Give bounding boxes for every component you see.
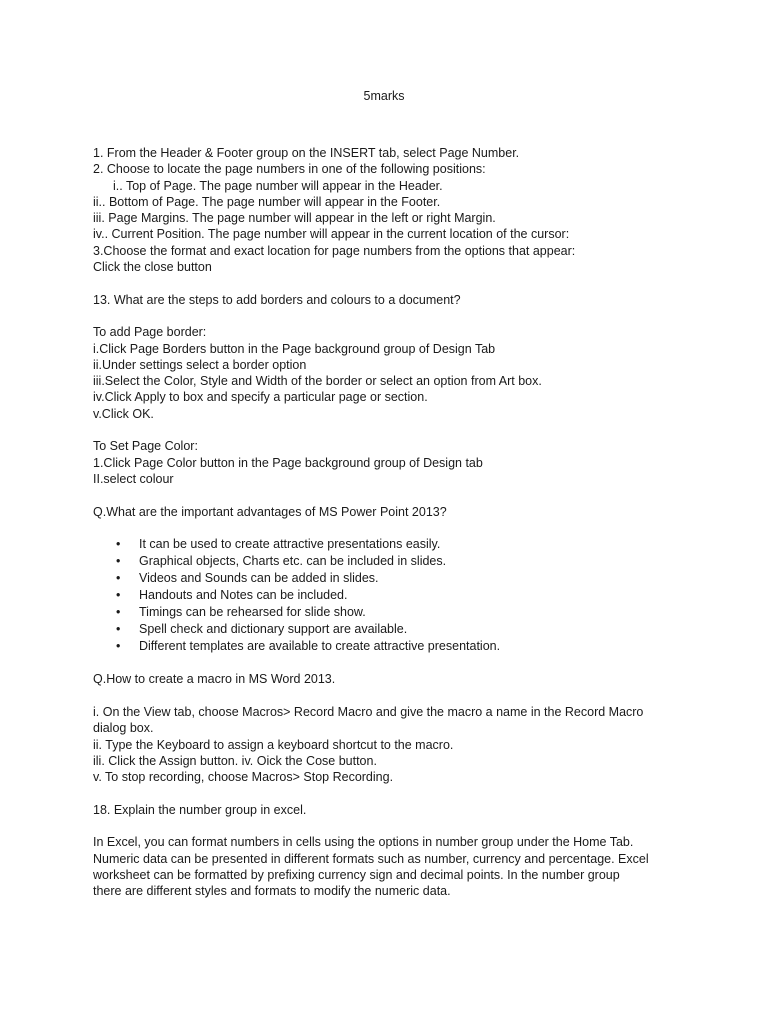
bullet-icon: • [116, 571, 121, 586]
question-heading: 13. What are the steps to add borders and colours to a document? [93, 292, 461, 307]
text-line: v. To stop recording, choose Macros> Stop Recording. [93, 770, 394, 785]
list-item: • Spell check and dictionary support are available. [116, 622, 408, 637]
text-line: dialog box. [93, 721, 154, 736]
text-line: v.Click OK. [93, 406, 154, 421]
page-number-steps [93, 145, 683, 275]
subheading: To Set Page Color: [93, 439, 198, 454]
spacer [93, 688, 683, 704]
text-line: iii.Select the Color, Style and Width of the border or select an option from Art box. [93, 374, 542, 389]
list-item: • Videos and Sounds can be added in slides. [116, 571, 379, 586]
document-body [93, 145, 683, 900]
bullet-icon: • [116, 588, 121, 603]
question-heading: Q.What are the important advantages of MS Power Point 2013? [93, 504, 447, 519]
text-line: Numeric data can be presented in different formats such as number, currency and percentage. Excel [93, 851, 649, 866]
text-line: ii.. Bottom of Page. The page number will appear in the Footer. [93, 194, 441, 209]
text-line: 2. Choose to locate the page numbers in one of the following positions: [93, 162, 486, 177]
subheading: To add Page border: [93, 325, 207, 340]
bullet-icon: • [116, 554, 121, 569]
text-line: ili. Click the Assign button. iv. Oick the Cose button. [93, 753, 377, 768]
text-line: ii.Under settings select a border option [93, 357, 307, 372]
bullet-icon: • [116, 622, 121, 637]
list-item: • Graphical objects, Charts etc. can be included in slides. [116, 554, 447, 569]
list-item: • Different templates are available to create attractive presentation. [116, 639, 501, 654]
text-line: In Excel, you can format numbers in cells using the options in number group under the Home Tab. [93, 835, 634, 850]
spacer [93, 655, 683, 671]
question-heading: 18. Explain the number group in excel. [93, 802, 307, 817]
bullet-icon: • [116, 605, 121, 620]
spacer [93, 786, 683, 802]
spacer [93, 275, 683, 291]
text-line: iv.Click Apply to box and specify a particular page or section. [93, 390, 428, 405]
spacer [93, 818, 683, 834]
text-line: iii. Page Margins. The page number will appear in the left or right Margin. [93, 211, 496, 226]
text-line: iv.. Current Position. The page number will appear in the current location of the cursor: [93, 227, 570, 242]
text-line: 3.Choose the format and exact location for page numbers from the options that appear: [93, 243, 576, 258]
text-line: 1. From the Header & Footer group on the INSERT tab, select Page Number. [93, 146, 520, 160]
text-line: Click the close button [93, 260, 212, 275]
list-item: • Timings can be rehearsed for slide show. [116, 605, 366, 620]
bullet-icon: • [116, 639, 121, 654]
text-line: 1.Click Page Color button in the Page background group of Design tab [93, 455, 483, 470]
spacer [93, 520, 683, 536]
text-line: i.. Top of Page. The page number will appear in the Header. [113, 178, 443, 193]
text-line: there are different styles and formats to modify the numeric data. [93, 884, 451, 899]
list-item: • It can be used to create attractive presentations easily. [116, 537, 441, 552]
text-line: i. On the View tab, choose Macros> Record Macro and give the macro a name in the Record Macro [93, 705, 644, 720]
spacer [93, 308, 683, 324]
text-line: worksheet can be formatted by prefixing currency sign and decimal points. In the number group [93, 867, 620, 882]
question-heading: Q.How to create a macro in MS Word 2013. [93, 672, 336, 687]
bullet-icon: • [116, 537, 121, 552]
text-line: II.select colour [93, 471, 174, 486]
spacer [93, 487, 683, 503]
list-item: • Handouts and Notes can be included. [116, 588, 348, 603]
text-line: ii. Type the Keyboard to assign a keyboard shortcut to the macro. [93, 737, 454, 752]
page-title: 5marks [363, 89, 405, 103]
spacer [93, 422, 683, 438]
text-line: i.Click Page Borders button in the Page background group of Design Tab [93, 341, 496, 356]
advantages-list [93, 536, 683, 655]
